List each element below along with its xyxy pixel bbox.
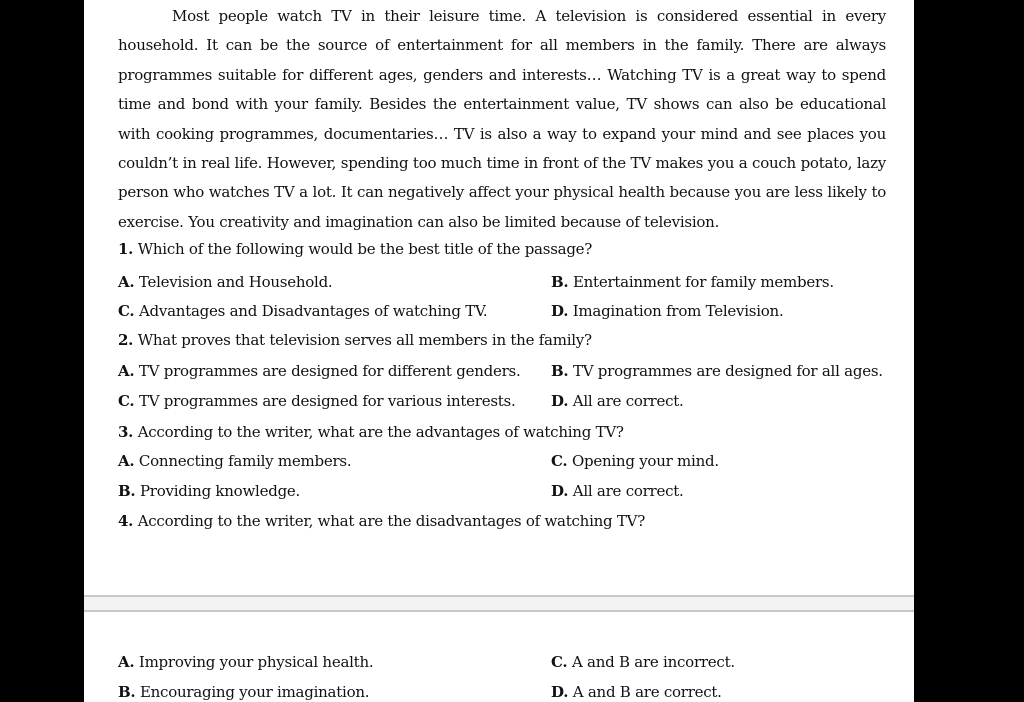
- page-lower-section: [84, 612, 914, 702]
- option-text: Entertainment for family members.: [572, 273, 834, 291]
- question-2-option-a: [118, 362, 520, 380]
- option-letter: C.: [551, 653, 568, 671]
- question-3-option-a: [118, 452, 351, 470]
- document-page: [84, 0, 914, 702]
- option-text: TV programmes are designed for various interests.: [138, 392, 516, 410]
- question-1-option-a: [118, 273, 332, 291]
- question-number: 3.: [118, 423, 134, 441]
- option-letter: C.: [551, 452, 568, 470]
- option-letter: D.: [551, 683, 569, 701]
- option-text: Advantages and Disadvantages of watching TV.: [138, 302, 488, 320]
- question-text: Which of the following would be the best title of the passage?: [137, 240, 593, 258]
- passage-paragraph: Most people watch TV in their leisure time. A television is considered essential in every household. It can be the source of entertainment for all members in the family. There are always programmes suitable for different ages, genders and interests… Watching TV is a great way to spend time and bond with your family. Besides the entertainment value, TV shows can also be educational with cooking programmes, documentaries… TV is also a way to expand your mind and see places you couldn’t in real life. However, spending too much time in front of the TV makes you a couch potato, lazy person who watches TV a lot. It can negatively affect your physical health because you are less likely to exercise. You creativity and imagination can also be limited because of television.: [118, 7, 886, 231]
- option-text: Encouraging your imagination.: [139, 683, 370, 701]
- question-number: 1.: [118, 240, 134, 258]
- question-2: [118, 331, 592, 349]
- option-letter: A.: [118, 452, 135, 470]
- option-letter: A.: [118, 273, 135, 291]
- question-2-option-d: [551, 392, 684, 410]
- option-text: Opening your mind.: [571, 452, 719, 470]
- option-text: Imagination from Television.: [572, 302, 784, 320]
- option-text: A and B are incorrect.: [571, 653, 735, 671]
- question-3-option-b: [118, 482, 300, 500]
- option-letter: C.: [118, 392, 135, 410]
- question-number: 4.: [118, 512, 134, 530]
- question-1-option-b: [551, 273, 834, 291]
- question-1: [118, 240, 592, 258]
- question-1-option-c: [118, 302, 487, 320]
- question-3: [118, 423, 624, 441]
- option-letter: D.: [551, 392, 569, 410]
- question-number: 2.: [118, 331, 134, 349]
- question-2-option-c: [118, 392, 516, 410]
- option-text: TV programmes are designed for all ages.: [572, 362, 883, 380]
- option-letter: B.: [118, 482, 136, 500]
- question-3-option-d: [551, 482, 684, 500]
- option-text: Providing knowledge.: [139, 482, 301, 500]
- question-4-option-c: [551, 653, 735, 671]
- question-text: According to the writer, what are the advantages of watching TV?: [137, 423, 624, 441]
- option-letter: B.: [551, 362, 569, 380]
- page-upper-section: [84, 0, 914, 595]
- option-text: A and B are correct.: [572, 683, 722, 701]
- option-letter: A.: [118, 653, 135, 671]
- option-text: Improving your physical health.: [138, 653, 374, 671]
- question-3-option-c: [551, 452, 719, 470]
- option-letter: D.: [551, 482, 569, 500]
- option-letter: B.: [551, 273, 569, 291]
- question-1-option-d: [551, 302, 783, 320]
- question-text: According to the writer, what are the disadvantages of watching TV?: [137, 512, 646, 530]
- option-text: All are correct.: [572, 482, 684, 500]
- page-break-gap: [84, 597, 914, 610]
- option-letter: D.: [551, 302, 569, 320]
- option-text: All are correct.: [572, 392, 684, 410]
- question-4: [118, 512, 645, 530]
- question-2-option-b: [551, 362, 883, 380]
- option-text: Television and Household.: [138, 273, 333, 291]
- question-4-option-d: [551, 683, 722, 701]
- option-text: TV programmes are designed for different genders.: [138, 362, 521, 380]
- reading-passage: [118, 2, 886, 237]
- option-letter: B.: [118, 683, 136, 701]
- question-4-option-b: [118, 683, 369, 701]
- question-text: What proves that television serves all members in the family?: [137, 331, 592, 349]
- option-letter: C.: [118, 302, 135, 320]
- question-4-option-a: [118, 653, 373, 671]
- option-text: Connecting family members.: [138, 452, 352, 470]
- option-letter: A.: [118, 362, 135, 380]
